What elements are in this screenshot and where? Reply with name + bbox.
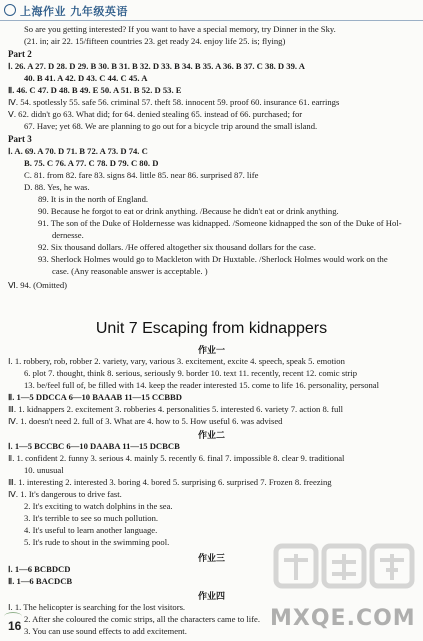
- homework-heading: 作业三: [197, 554, 225, 564]
- answer-line: Ⅵ. 94. (Omitted): [8, 280, 68, 290]
- homework-heading: 作业四: [197, 592, 225, 602]
- answer-line: case. (Any reasonable answer is acceptable. ): [52, 266, 208, 276]
- header-title: 上海作业 九年级英语: [20, 5, 128, 18]
- answer-line: Ⅴ. 62. didn't go 63. What did; for 64. denied stealing 65. instead of 66. purchased; for: [8, 109, 303, 119]
- answer-line: B. 75. C 76. A 77. C 78. D 79. C 80. D: [24, 158, 159, 168]
- answer-line: 13. be/feel full of, be filled with 14. keep the reader interested 15. come to life 16. personality, personal: [24, 380, 380, 390]
- answer-line: D. 88. Yes, he was.: [24, 182, 90, 192]
- answer-line: Ⅳ. 1. It's dangerous to drive fast.: [8, 489, 122, 499]
- answer-line: Ⅲ. 1. interesting 2. interested 3. boring 4. bored 5. surprising 6. surprised 7. Frozen 8. freezing: [8, 477, 332, 487]
- unit-title: Unit 7 Escaping from kidnappers: [95, 320, 328, 337]
- page-number: 16: [8, 619, 22, 633]
- answer-line: Ⅳ. 54. spotlessly 55. safe 56. criminal 57. theft 58. innocent 59. proof 60. insurance 61. earrings: [8, 97, 340, 107]
- answer-line: 40. B 41. A 42. D 43. C 44. C 45. A: [24, 73, 148, 83]
- answer-line: 92. Six thousand dollars. /He offered altogether six thousand dollars for the case.: [38, 242, 316, 252]
- answer-line: 89. It is in the north of England.: [38, 194, 149, 204]
- answer-line: (21. in; air 22. 15/fifteen countries 23. get ready 24. enjoy life 25. is; flying): [24, 36, 286, 46]
- answer-line: Ⅱ. 1—5 DDCCA 6—10 BAAAB 11—15 CCBBD: [8, 392, 182, 402]
- part-heading: Part 2: [8, 49, 32, 59]
- answer-line: 5. It's rude to shout in the swimming pool.: [24, 537, 170, 547]
- homework-heading: 作业一: [197, 346, 225, 356]
- answer-line: 2. It's exciting to watch dolphins in the sea.: [24, 501, 173, 511]
- answer-line: 4. It's useful to learn another language.: [24, 525, 158, 535]
- answer-line: Ⅰ. 1—6 BCBDCD: [8, 564, 71, 574]
- answer-line: Ⅰ. 1—5 BCCBC 6—10 DAABA 11—15 DCBCB: [8, 441, 180, 451]
- series-logo-icon: [4, 4, 16, 16]
- answer-line: 93. Sherlock Holmes would go to Mackleton with Dr Huxtable. /Sherlock Holmes would work on the: [38, 254, 388, 264]
- answer-line: C. 81. from 82. fare 83. signs 84. little 85. near 86. surprised 87. life: [24, 170, 259, 180]
- answer-line: Ⅰ. 1. robbery, rob, robber 2. variety, vary, various 3. excitement, excite 4. speech, speak 5. emotion: [8, 356, 345, 366]
- answer-line: 3. It's terrible to see so much pollution.: [24, 513, 159, 523]
- answer-line: 10. unusual: [24, 465, 64, 475]
- answer-line: Ⅰ. 26. A 27. D 28. D 29. B 30. B 31. B 32. D 33. B 34. B 35. A 36. B 37. C 38. D 39. A: [8, 61, 305, 71]
- answer-line: 6. plot 7. thought, think 8. serious, seriously 9. border 10. text 11. recently, recent 12. comic strip: [24, 368, 358, 378]
- answer-line: 3. You can use sound effects to add excitement.: [24, 626, 187, 636]
- header-divider: [0, 20, 423, 21]
- answer-line: Ⅰ. A. 69. A 70. D 71. B 72. A 73. D 74. C: [8, 146, 148, 156]
- answer-line: Ⅲ. 1. kidnappers 2. excitement 3. robberies 4. personalities 5. interested 6. variety 7. action 8. full: [8, 404, 344, 414]
- answer-line: 91. The son of the Duke of Holdernesse was kidnapped. /Someone kidnapped the son of the Duke of Hol-: [38, 218, 402, 228]
- answer-line: 2. After she coloured the comic strips, all the characters came to life.: [24, 614, 260, 624]
- answer-line: Ⅱ. 1. confident 2. funny 3. serious 4. mainly 5. recently 6. final 7. impossible 8. clear 9. traditional: [8, 453, 345, 463]
- watermark-text: MXQE.COM: [270, 606, 416, 631]
- answer-line: Ⅰ. 1. The helicopter is searching for the lost visitors.: [8, 602, 186, 612]
- answer-line: dernesse.: [52, 230, 84, 240]
- answer-line: Ⅳ. 1. doesn't need 2. full of 3. What are 4. how to 5. How useful 6. was advised: [8, 416, 283, 426]
- answer-line: So are you getting interested? If you want to have a special memory, try Dinner in the Sky.: [24, 24, 336, 34]
- part-heading: Part 3: [8, 134, 32, 144]
- answer-line: Ⅱ. 1—6 BACDCB: [8, 576, 73, 586]
- page-header: [0, 0, 423, 24]
- answer-line: Ⅱ. 46. C 47. D 48. B 49. E 50. A 51. B 52. D 53. E: [8, 85, 182, 95]
- answer-line: 67. Have; yet 68. We are planning to go out for a bicycle trip around the small island.: [24, 121, 318, 131]
- homework-heading: 作业二: [197, 431, 225, 441]
- answer-line: 90. Because he forgot to eat or drink anything. /Because he didn't eat or drink anything.: [38, 206, 339, 216]
